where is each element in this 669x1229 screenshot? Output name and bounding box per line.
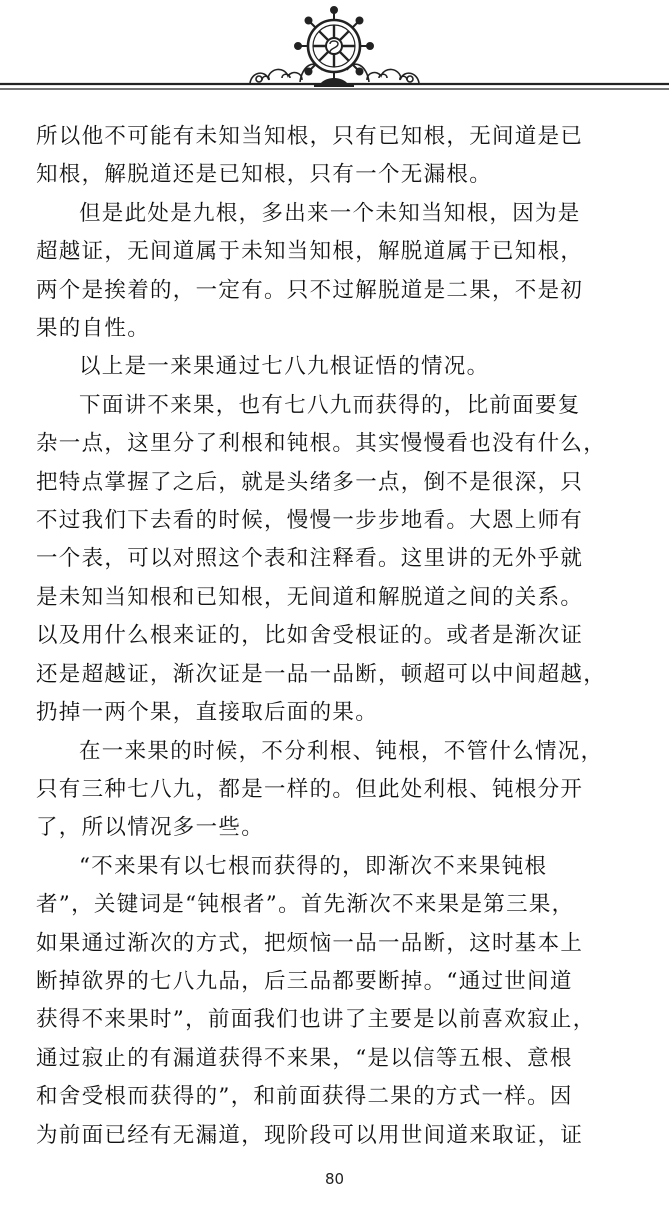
page-header: [0, 0, 669, 105]
text-line: 获得不来果时”，前面我们也讲了主要是以前喜欢寂止，: [36, 1007, 596, 1033]
paragraph: [36, 733, 636, 848]
text-line: 不过我们下去看的时候，慢慢一步步地看。大恩上师有: [36, 508, 584, 534]
text-line: 是未知当知根和已知根，无间道和解脱道之间的关系。: [36, 584, 584, 610]
text-line: 在一来果的时候，不分利根、钝根，不管什么情况，: [79, 738, 604, 764]
text-line: 了，所以情况多一些。: [36, 815, 265, 841]
text-line: 超越证，无间道属于未知当知根，解脱道属于已知根，: [36, 239, 584, 265]
text-line: 知根，解脱道还是已知根，只有一个无漏根。: [36, 162, 493, 188]
text-line: 还是超越证，渐次证是一品一品断，顿超可以中间超越，: [36, 661, 607, 687]
text-line: 果的自性。: [36, 316, 151, 342]
paragraph: [36, 848, 636, 1155]
paragraph: [36, 195, 636, 349]
dharma-wheel-icon: [295, 7, 373, 86]
text-line: 者”，关键词是“钝根者”。首先渐次不来果是第三果，: [36, 892, 575, 918]
text-line: 断掉欲界的七八九品，后三品都要断掉。“通过世间道: [36, 968, 573, 994]
paragraph: [36, 387, 636, 733]
header-ornament: [0, 0, 669, 105]
text-line: 把特点掌握了之后，就是头绪多一点，倒不是很深，只: [36, 469, 584, 495]
text-line: 下面讲不来果，也有七八九而获得的，比前面要复: [79, 392, 581, 418]
text-line: 以及用什么根来证的，比如舍受根证的。或者是渐次证: [36, 623, 584, 649]
page-number: 80: [324, 1170, 345, 1188]
text-line: 以上是一来果通过七八九根证悟的情况。: [79, 354, 490, 380]
page-body: [36, 118, 636, 1155]
text-line: “不来果有以七根而获得的，即渐次不来果钝根: [79, 853, 548, 879]
text-line: 如果通过渐次的方式，把烦恼一品一品断，这时基本上: [36, 930, 584, 956]
text-line: 通过寂止的有漏道获得不来果，“是以信等五根、意根: [36, 1045, 573, 1071]
text-line: 为前面已经有无漏道，现阶段可以用世间道来取证，证: [36, 1122, 584, 1148]
paragraph: [36, 348, 636, 386]
text-line: 一个表，可以对照这个表和注释看。这里讲的无外乎就: [36, 546, 584, 572]
text-line: 杂一点，这里分了利根和钝根。其实慢慢看也没有什么，: [36, 431, 607, 457]
text-line: 两个是挨着的，一定有。只不过解脱道是二果，不是初: [36, 277, 584, 303]
text-line: 和舍受根而获得的”，和前面获得二果的方式一样。因: [36, 1084, 573, 1110]
text-line: 扔掉一两个果，直接取后面的果。: [36, 700, 379, 726]
text-line: 所以他不可能有未知当知根，只有已知根，无间道是已: [36, 124, 584, 149]
paragraph: [36, 118, 636, 195]
text-line: 只有三种七八九，都是一样的。但此处利根、钝根分开: [36, 776, 584, 802]
text-line: 但是此处是九根，多出来一个未知当知根，因为是: [79, 200, 581, 226]
